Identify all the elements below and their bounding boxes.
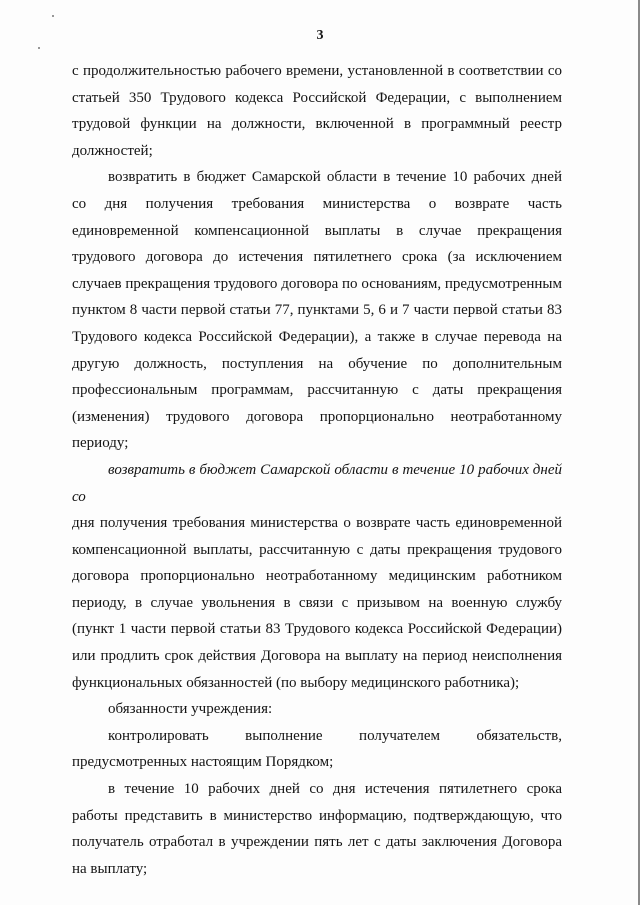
- text-line: Трудового кодекса Российской Федерации), а также в случае перевода на: [72, 328, 562, 345]
- scan-speck: [52, 15, 54, 17]
- text-line: договора пропорционально неотработанному медицинским работником: [72, 568, 562, 585]
- text-line: на выплату;: [72, 860, 148, 877]
- text-line: (пункт 1 части первой статьи 83 Трудового кодекса Российской Федерации): [72, 621, 562, 638]
- text-line: периоду, в случае увольнения в связи с призывом на военную службу: [72, 594, 562, 611]
- text-line: со дня получения требования министерства о возврате часть: [72, 195, 562, 212]
- paragraph-5: [72, 723, 562, 776]
- text-line: трудовой функции на должности, включенной в программный реестр: [72, 116, 562, 133]
- text-line: другую должность, поступления на обучение по дополнительным: [72, 355, 562, 372]
- text-line: получатель отработал в учреждении пять лет с даты заключения Договора: [72, 834, 562, 851]
- text-line: (изменения) трудового договора пропорционально неотработанному: [72, 408, 562, 425]
- page-number: 3: [316, 28, 324, 43]
- text-line: статьей 350 Трудового кодекса Российской Федерации, с выполнением: [72, 89, 562, 106]
- text-line: возвратить в бюджет Самарской области в течение 10 рабочих дней: [108, 169, 562, 186]
- text-line: компенсационной выплаты, рассчитанную с даты прекращения трудового: [72, 541, 562, 558]
- text-line: должностей;: [72, 142, 153, 159]
- text-line: единовременной компенсационной выплаты в случае прекращения: [72, 222, 562, 239]
- text-line: трудового договора до истечения пятилетнего срока (за исключением: [72, 249, 562, 266]
- paragraph-3: [72, 457, 562, 696]
- text-line-italic: возвратить в бюджет Самарской области в течение 10 рабочих дней со: [72, 461, 562, 505]
- scan-speck: [38, 47, 40, 49]
- paragraph-6: [72, 776, 562, 882]
- text-line: дня получения требования министерства о возврате часть единовременной: [72, 515, 562, 532]
- text-line: предусмотренных настоящим Порядком;: [72, 754, 334, 771]
- text-line: профессиональным программам, рассчитанную с даты прекращения: [72, 382, 562, 399]
- text-line: случаев прекращения трудового договора по основаниям, предусмотренным: [72, 275, 562, 292]
- text-line: периоду;: [72, 435, 129, 452]
- paragraph-2: [72, 164, 562, 457]
- text-line: работы представить в министерство информацию, подтверждающую, что: [72, 807, 562, 824]
- text-line: пунктом 8 части первой статьи 77, пунктами 5, 6 и 7 части первой статьи 83: [72, 302, 562, 319]
- text-line: в течение 10 рабочих дней со дня истечения пятилетнего срока: [108, 781, 562, 798]
- paragraph-4: [72, 696, 562, 723]
- text-line: обязанности учреждения:: [108, 701, 273, 718]
- text-line: контролировать выполнение получателем обязательств,: [108, 727, 562, 744]
- document-body: [72, 58, 562, 882]
- text-line: функциональных обязанностей (по выбору медицинского работника);: [72, 674, 520, 691]
- text-line: или продлить срок действия Договора на выплату на период неисполнения: [72, 648, 562, 665]
- text-line: с продолжительностью рабочего времени, установленной в соответствии со: [72, 63, 562, 79]
- paragraph-1: [72, 58, 562, 164]
